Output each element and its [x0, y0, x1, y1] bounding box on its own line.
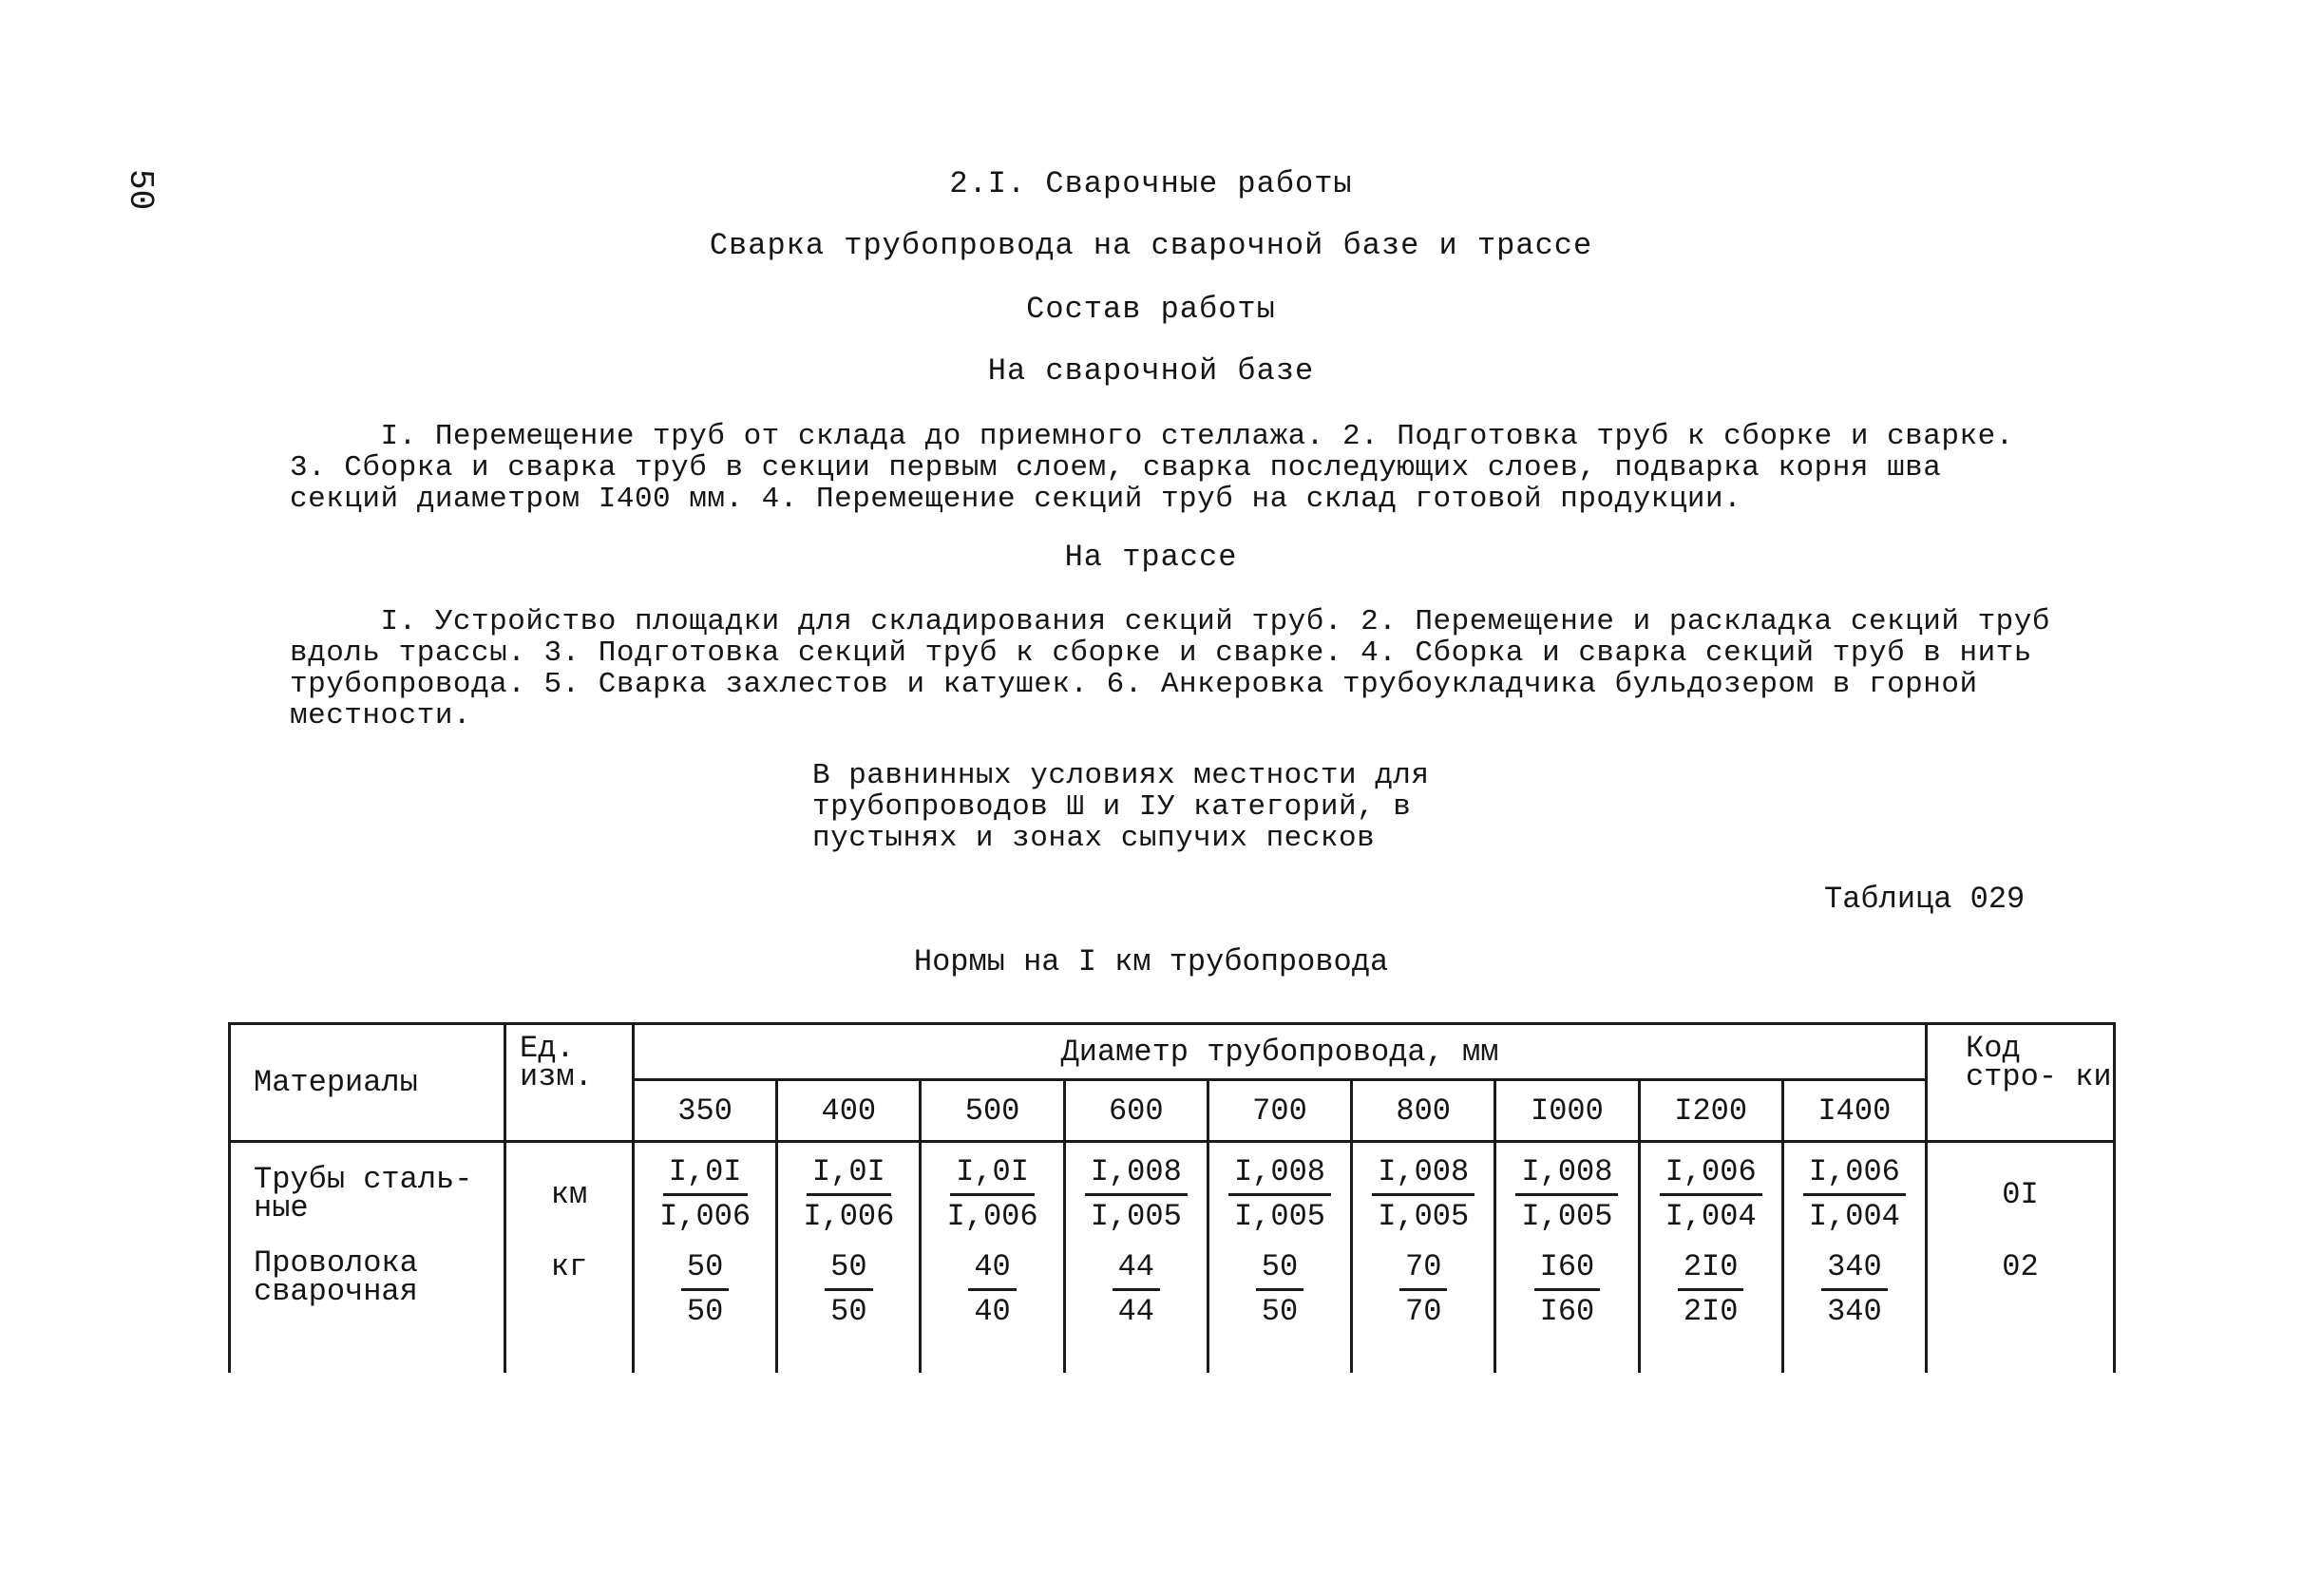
value-numerator: I,006	[1660, 1155, 1762, 1196]
value-denominator: 50	[1261, 1294, 1299, 1329]
header-materials: Материалы	[230, 1024, 505, 1142]
diameter-500: 500	[921, 1080, 1064, 1142]
conditions-text: В равнинных условиях местности для трубопроводов Ш и IУ категорий, в пустынях и зонах сыпучих песков	[812, 759, 1430, 855]
value-denominator: I,005	[1378, 1199, 1470, 1234]
route-work-text: I. Устройство площадки для складирования секций труб. 2. Перемещение и раскладка секций труб вдоль трассы. 3. Подготовка секций труб к сборке и сварке. 4. Сборка и сварка секций труб в нить трубопровода. 5. Сварка захлестов и катушек. 6. Анкеровка трубоукладчика бульдозером в горной местности.	[290, 605, 2050, 732]
row-code: 0I	[1927, 1142, 2115, 1237]
section-title: 2.I. Сварочные работы	[949, 166, 1353, 201]
value-denominator: I,006	[659, 1199, 751, 1234]
value-denominator: 40	[974, 1294, 1011, 1329]
value-cell	[777, 1142, 921, 1237]
value-cell	[1782, 1236, 1926, 1373]
value-denominator: I,006	[803, 1199, 895, 1234]
value-cell	[1639, 1142, 1782, 1237]
value-numerator: 44	[1113, 1250, 1160, 1291]
diameter-800: 800	[1352, 1080, 1495, 1142]
norms-title: Нормы на I км трубопровода	[913, 944, 1389, 979]
value-denominator: I,004	[1665, 1199, 1757, 1234]
value-denominator: 50	[830, 1294, 867, 1329]
value-denominator: I,004	[1808, 1199, 1900, 1234]
value-cell	[1208, 1142, 1351, 1237]
value-numerator: 70	[1399, 1250, 1447, 1291]
value-denominator: 50	[686, 1294, 724, 1329]
value-numerator: 50	[825, 1250, 872, 1291]
value-denominator: I,005	[1521, 1199, 1613, 1234]
table-row-steel-pipes	[230, 1142, 2115, 1237]
unit-cell: кг	[505, 1236, 634, 1373]
composition-heading: Состав работы	[1026, 292, 1276, 327]
table-row-welding-wire	[230, 1236, 2115, 1373]
value-cell	[1495, 1142, 1639, 1237]
diameter-600: 600	[1064, 1080, 1208, 1142]
diameter-1000: I000	[1495, 1080, 1639, 1142]
diameter-700: 700	[1208, 1080, 1351, 1142]
value-numerator: I,006	[1803, 1155, 1906, 1196]
subtitle: Сварка трубопровода на сварочной базе и трассе	[709, 228, 1593, 263]
value-cell	[1352, 1142, 1495, 1237]
value-numerator: I,0I	[807, 1155, 891, 1196]
value-denominator: 44	[1117, 1294, 1154, 1329]
norms-table	[228, 1022, 2116, 1373]
value-cell	[1208, 1236, 1351, 1373]
value-numerator: I,008	[1372, 1155, 1474, 1196]
value-cell	[777, 1236, 921, 1373]
value-numerator: 40	[968, 1250, 1016, 1291]
value-numerator: 50	[681, 1250, 729, 1291]
value-numerator: I,0I	[950, 1155, 1035, 1196]
value-numerator: 2I0	[1678, 1250, 1744, 1291]
value-cell	[921, 1236, 1064, 1373]
value-cell	[634, 1142, 777, 1237]
value-cell	[1064, 1142, 1208, 1237]
diameter-1200: I200	[1639, 1080, 1782, 1142]
unit-cell: км	[505, 1142, 634, 1237]
diameter-350: 350	[634, 1080, 777, 1142]
value-numerator: I,008	[1515, 1155, 1618, 1196]
header-unit: Ед. изм.	[505, 1024, 634, 1142]
diameter-400: 400	[777, 1080, 921, 1142]
value-numerator: I,008	[1228, 1155, 1331, 1196]
value-numerator: 50	[1256, 1250, 1303, 1291]
value-denominator: I,006	[946, 1199, 1038, 1234]
value-denominator: 70	[1405, 1294, 1442, 1329]
material-name: Проволока сварочная	[230, 1236, 505, 1373]
value-numerator: 340	[1821, 1250, 1888, 1291]
value-denominator: I,005	[1233, 1199, 1325, 1234]
value-numerator: I,0I	[663, 1155, 748, 1196]
route-heading: На трассе	[1064, 540, 1238, 575]
value-cell	[1639, 1236, 1782, 1373]
base-heading: На сварочной базе	[987, 353, 1315, 389]
value-denominator: I,005	[1090, 1199, 1182, 1234]
row-code: 02	[1927, 1236, 2115, 1373]
diameter-1400: I400	[1782, 1080, 1926, 1142]
value-denominator: 340	[1827, 1294, 1882, 1329]
value-cell	[634, 1236, 777, 1373]
value-cell	[1495, 1236, 1639, 1373]
value-denominator: I60	[1539, 1294, 1595, 1329]
value-cell	[1782, 1142, 1926, 1237]
page-number: 50	[121, 169, 160, 211]
header-code: Код стро- ки	[1927, 1024, 2115, 1142]
base-work-text: I. Перемещение труб от склада до приемного стеллажа. 2. Подготовка труб к сборке и сварке. 3. Сборка и сварка труб в секции первым слоем, сварка последующих слоев, подварка корня шва секций диаметром I400 мм. 4. Перемещение секций труб на склад готовой продукции.	[290, 420, 2014, 516]
value-numerator: I60	[1534, 1250, 1601, 1291]
material-name: Трубы сталь- ные	[230, 1142, 505, 1237]
table-label: Таблица 029	[1824, 882, 2026, 917]
value-cell	[1064, 1236, 1208, 1373]
value-denominator: 2I0	[1683, 1294, 1739, 1329]
header-diameter: Диаметр трубопровода, мм	[634, 1024, 1927, 1080]
value-cell	[921, 1142, 1064, 1237]
value-numerator: I,008	[1085, 1155, 1188, 1196]
value-cell	[1352, 1236, 1495, 1373]
